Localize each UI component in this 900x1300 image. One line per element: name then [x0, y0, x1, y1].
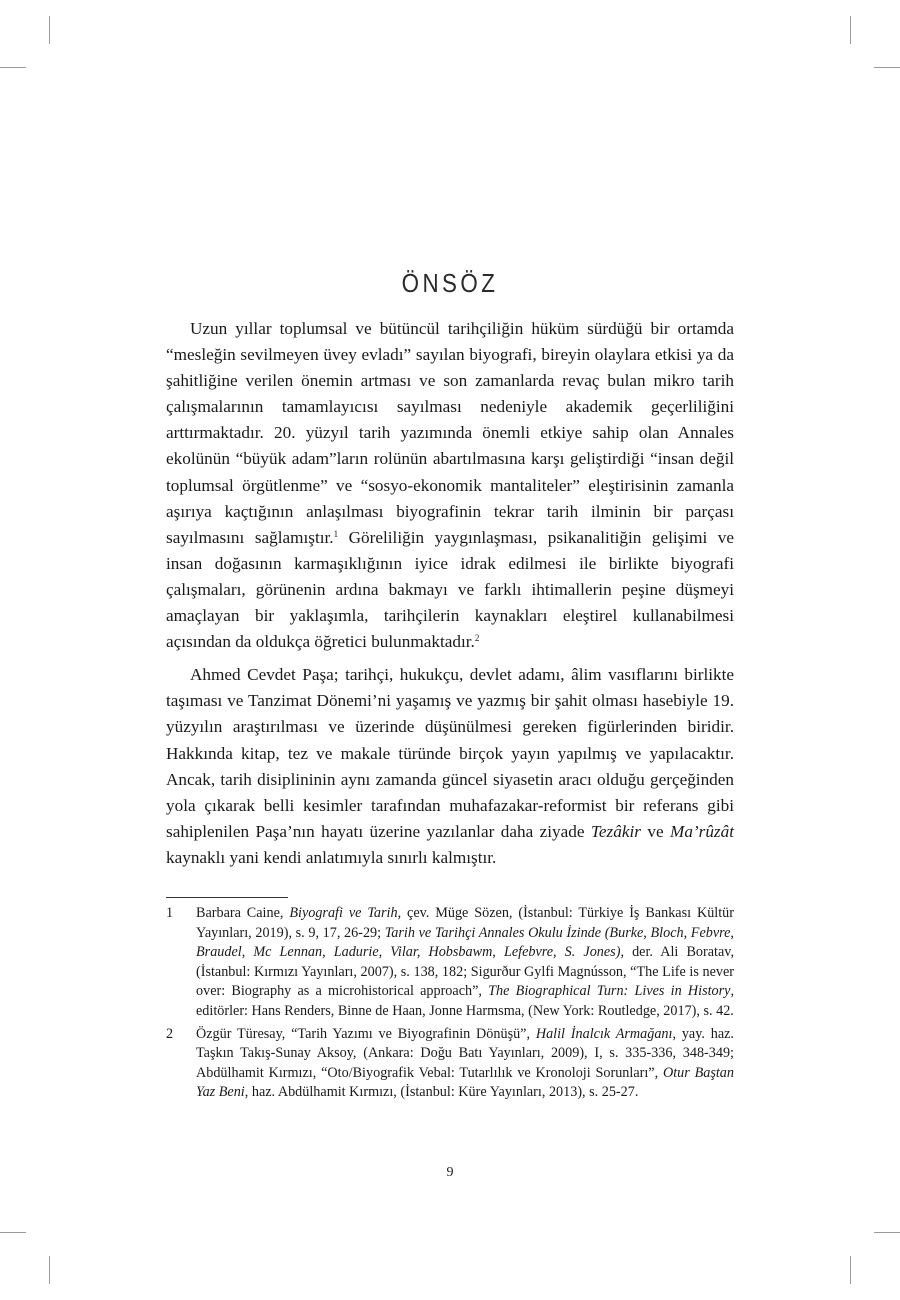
crop-mark: [0, 1232, 26, 1233]
paragraph-text: Ahmed Cevdet Paşa; tarihçi, hukukçu, devlet adamı, âlim vasıflarını birlikte taşıması ve Tanzimat Dönemi’ni yaşamış ve yazmış bir şahit olması hasebiyle 19. yüzyılın araştırılması ve üzerinde düşünülmesi gereken figürlerinden biridir. Hakkında kitap, tez ve makale türünde birçok yayın yapılmış ve yapılacaktır. Ancak, tarih disiplininin aynı zamanda güncel siyasetin aracı olduğu gerçeğinden yola çıkarak belli kesimler tarafından muhafazakar-reformist bir referans gibi sahiplenilen Paşa’nın hayatı üzerine yazılanlar daha ziyade: [166, 665, 734, 841]
footnote-text-part: Barbara Caine,: [196, 905, 290, 921]
footnote-text-part: , der. Ali Boratav, (İstanbul: Kırmızı Yayınları, 2007), s. 138, 182; Sigurður Gylfi Magnússon, “The Life is never over: Biography as a microhistorical approach”,: [196, 944, 734, 1000]
crop-mark: [49, 16, 50, 44]
italic-title: Otur Baştan Yaz Beni: [196, 1064, 734, 1101]
paragraph: [166, 662, 734, 871]
italic-title: Ma’rûzât: [670, 821, 734, 841]
footnote-number: 1: [166, 905, 174, 921]
footnotes: [166, 904, 734, 1106]
paragraph-text: Göreliliğin yaygınlaşması, psikanalitiğin gelişimi ve insan doğasının karmaşıklığının iyice idrak edilmesi ile birlikte biyografi çalışmaları, görünenin ardına bakmayı ve farklı ihtimallerin peşine düşmeyi amaçlayan bir yaklaşımla, tarihçilerin kaynakları eleştirel kullanabilmesi açısından da oldukça öğretici bulunmaktadır.: [166, 527, 734, 652]
footnote: [166, 1025, 734, 1103]
footnote-text-part: Özgür Türesay, “Tarih Yazımı ve Biyografinin Dönüşü”,: [196, 1025, 536, 1042]
italic-title: Tezâkir: [590, 821, 641, 841]
paragraph-text: kaynaklı yani kendi anlatımıyla sınırlı kalmıştır.: [166, 847, 497, 867]
footnote-text-part: , haz. Abdülhamit Kırmızı, (İstanbul: Küre Yayınları, 2013), s. 25-27.: [244, 1084, 639, 1101]
footnote-number: 2: [166, 1025, 174, 1042]
italic-title: The Biographical Turn: Lives in History: [488, 983, 731, 1000]
footnote-reference: 1: [333, 528, 339, 539]
page-number: 9: [446, 1165, 454, 1180]
footnote-text-part: , çev. Müge Sözen, (İstanbul: Türkiye İş Bankası Kültür Yayınları, 2019), s. 9, 17, 26-29;: [196, 905, 734, 941]
crop-mark: [874, 1232, 900, 1233]
footnote-text: [196, 904, 734, 1022]
footnote-text-part: , yay. haz. Taşkın Takış-Sunay Aksoy, (Ankara: Doğu Batı Yayınları, 2009), I, s. 335-336, 348-349; Abdülhamit Kırmızı, “Oto/Biyografik Vebal: Tutarlılık ve Kronoloji Sorunları”,: [196, 1025, 734, 1081]
footnote-text: [196, 1025, 734, 1103]
paragraph: [166, 316, 734, 655]
main-text: [166, 316, 734, 878]
footnote-reference: 2: [474, 633, 480, 644]
chapter-title: ÖNSÖZ: [401, 268, 499, 298]
crop-mark: [49, 1256, 50, 1284]
paragraph-text: ve: [640, 821, 671, 841]
paragraph-text: Uzun yıllar toplumsal ve bütüncül tarihçiliğin hüküm sürdüğü bir ortamda “mesleğin sevilmeyen üvey evladı” sayılan biyografi, bireyin olaylara etkisi ya da şahitliğine verilen önemin artması ve son zamanlarda revaç bulan mikro tarih çalışmalarının tamamlayıcısı sayılması nedeniyle akademik geçerliliğini arttırmaktadır. 20. yüzyıl tarih yazımında önemli etkiye sahip olan Annales ekolünün “büyük adam”ların rolünün abartılmasına karşı geliştirdiği “insan değil toplumsal örgütlenme” ve “sosyo-ekonomik mantaliteler” eleştirisinin zamanla aşırıya kaçtığının anlaşılması biyografinin tekrar tarih ilminin bir parçası sayılmasını sağlamıştır.: [166, 319, 734, 547]
footnote-text-part: , editörler: Hans Renders, Binne de Haan, Jonne Harmsma, (New York: Routledge, 2017), s. 42.: [196, 983, 734, 1019]
crop-mark: [850, 1256, 851, 1284]
crop-mark: [850, 16, 851, 44]
italic-title: Tarih ve Tarihçi Annales Okulu İzinde (Burke, Bloch, Febvre, Braudel, Mc Lennan, Ladurie, Vilar, Hobsbawm, Lefebvre, S. Jones): [196, 924, 734, 961]
crop-mark: [0, 67, 26, 68]
italic-title: Halil İnalcık Armağanı: [535, 1025, 673, 1042]
footnote-separator: [166, 897, 288, 898]
crop-mark: [874, 67, 900, 68]
italic-title: Biyografi ve Tarih: [289, 905, 398, 921]
footnote: [166, 904, 734, 1022]
